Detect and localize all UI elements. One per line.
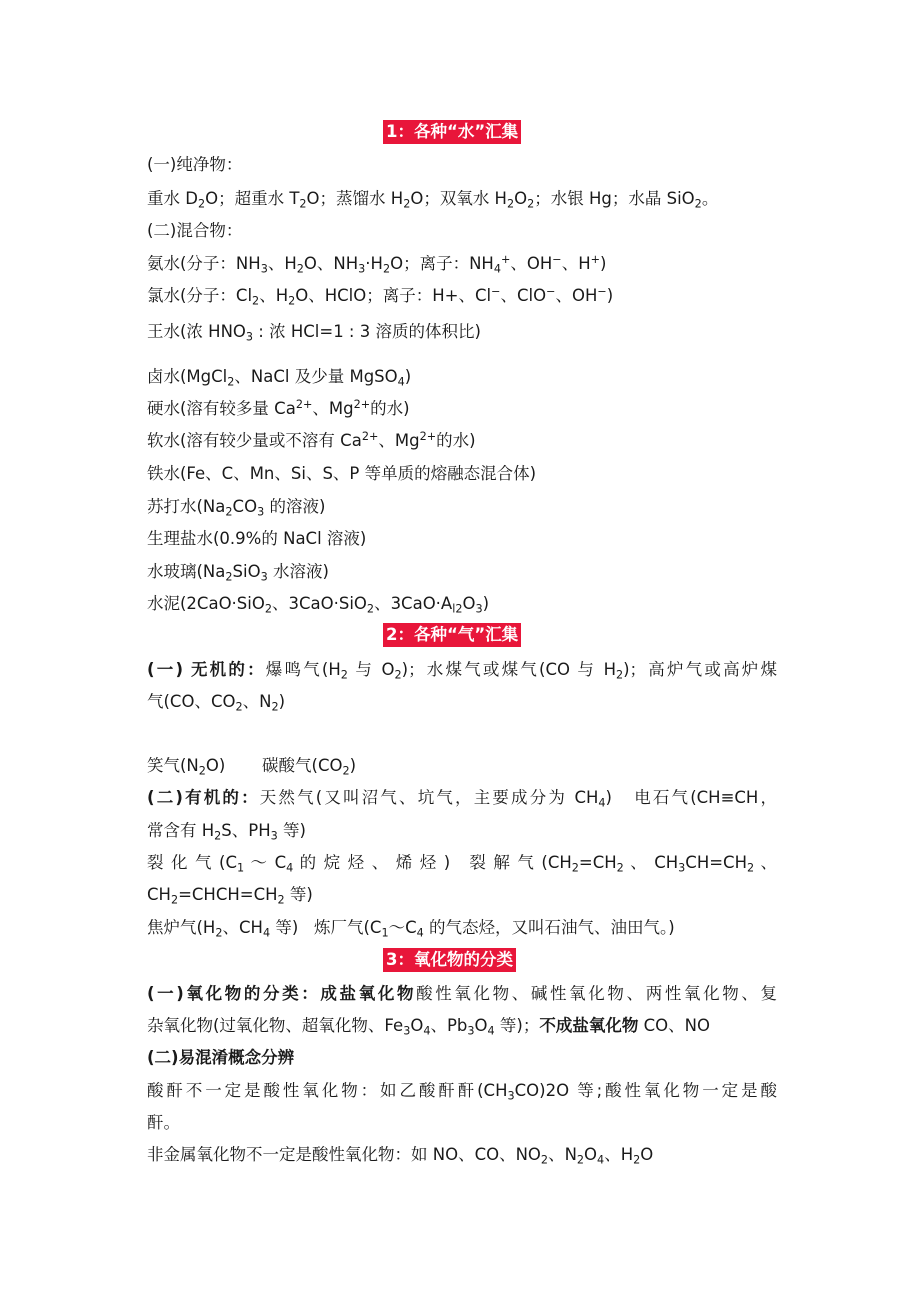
inorganic-label: (一) 无机的： xyxy=(147,660,266,679)
brine-line: 卤水(MgCl$_2$、NaCl 及少量 MgSO$_4$) xyxy=(147,367,412,389)
water-glass-line: 水玻璃($Na_2SiO_3$ 水溶液) xyxy=(147,562,329,584)
organic-gas-line-2: 常含有 $H_2S$、$PH_3$ 等) xyxy=(147,821,306,843)
confusing-concepts-title: (二)易混淆概念分辨 xyxy=(147,1048,295,1067)
coke-oven-gas-line: 焦炉气($H_2$、$CH_4$ 等) 炼厂气($C_1\sim C_4$ 的气态烃，又叫石油气、油田气。) xyxy=(147,918,675,940)
acid-anhydride-line-2: 酐。 xyxy=(147,1113,180,1132)
oxide-classification-line-2: 杂氧化物(过氧化物、超氧化物、$Fe_3O_4$、$Pb_3O_4$ 等)；不成盐氧化物 CO、NO xyxy=(147,1016,710,1038)
acid-anhydride-line-1: 酸酐不一定是酸性氧化物：如乙酸酐酐$(CH_3CO)2O$ 等;酸性氧化物一定是酸 xyxy=(147,1081,777,1103)
cracking-gas-line-2: $CH_2=CHCH=CH_2$ 等) xyxy=(147,885,313,907)
organic-gas-line-1: (二)有机的：天然气(又叫沼气、坑气，主要成分为 $CH_4$) 电石气(CH≡CH， xyxy=(147,788,777,810)
mixture-title: (二)混合物： xyxy=(147,221,243,240)
inorganic-gas-line-2: 气(CO、$CO_2$、$N_2$) xyxy=(147,692,286,714)
chlorine-water-line: 氯水(分子：$Cl_2$、$H_2O$、HClO；离子：H+、Cl−、ClO−、OH−) xyxy=(147,284,614,308)
laughing-gas-line: 笑气$(N_2O)$ 碳酸气$(CO_2)$ xyxy=(147,756,357,778)
cement-line: 水泥(2CaO·SiO$_2$、3CaO·SiO$_2$、$3CaO\cdot A_{l2}O_3$) xyxy=(147,594,490,616)
molten-iron-line: 铁水(Fe、C、Mn、Si、S、P 等单质的熔融态混合体) xyxy=(147,464,537,483)
ammonia-water-line: 氨水(分子：$NH_3$、$H_2O$、$NH_3\cdot H_2O$；离子：$NH_4^+$、OH−、H+) xyxy=(147,252,607,276)
soft-water-line: 软水(溶有较少量或不溶有 $Ca^{2+}$、$Mg^{2+}$的水) xyxy=(147,429,476,450)
soda-water-line: 苏打水($Na_2CO_3$ 的溶液) xyxy=(147,497,326,519)
oxide-classification-label: (一)氧化物的分类： xyxy=(147,984,321,1003)
organic-label: (二)有机的： xyxy=(147,788,260,807)
section-2-header: 2：各种“气”汇集 xyxy=(383,623,521,647)
cracking-gas-line-1: 裂 化 气 ($C_1$ ～ $C_4$ 的 烷 烃 、 烯 烃 ) 裂 解 气 ($CH_2=CH_2$ 、 $CH_3CH=CH_2$ 、 xyxy=(147,853,778,875)
aqua-regia-line: 王水(浓 $HNO_3$ : 浓 HCl=1 : 3 溶质的体积比) xyxy=(147,322,481,344)
hard-water-line: 硬水(溶有较多量 $Ca^{2+}$、$Mg^{2+}$的水) xyxy=(147,397,410,418)
nonmetal-oxide-line: 非金属氧化物不一定是酸性氧化物：如 NO、CO、$NO_2$、$N_2O_4$、$H_2O$ xyxy=(147,1145,654,1167)
non-salt-forming-label: 不成盐氧化物 xyxy=(539,1016,639,1035)
section-1-header: 1：各种“水”汇集 xyxy=(383,120,521,144)
pure-substance-title: (一)纯净物： xyxy=(147,155,243,174)
pure-substance-list: 重水 $D_2O$；超重水 $T_2O$；蒸馏水 $H_2O$；双氧水 $H_2O_2$；水银 Hg；水晶 SiO$_2$。 xyxy=(147,189,719,211)
section-3-header: 3：氧化物的分类 xyxy=(383,948,516,972)
inorganic-gas-line-1: (一) 无机的：爆鸣气($H_2$ 与 $O_2$)；水煤气或煤气(CO 与 $H_2$)；高炉气或高炉煤 xyxy=(147,660,778,682)
saline-line: 生理盐水(0.9%的 NaCl 溶液) xyxy=(147,529,367,548)
oxide-classification-line-1: (一)氧化物的分类：成盐氧化物酸性氧化物、碱性氧化物、两性氧化物、复 xyxy=(147,984,777,1003)
salt-forming-label: 成盐氧化物 xyxy=(320,984,417,1003)
